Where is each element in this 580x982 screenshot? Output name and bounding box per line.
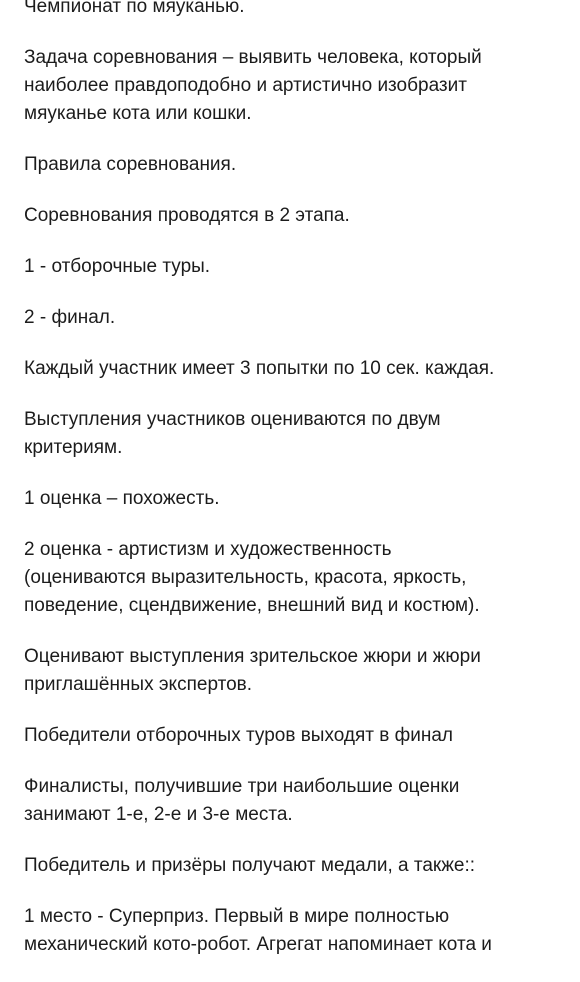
paragraph-medals: Победитель и призёры получают медали, а также:: (24, 855, 476, 876)
paragraph-attempts: Каждый участник имеет 3 попытки по 10 сек. каждая. (24, 358, 495, 379)
paragraph-task: Задача соревнования – выявить человека, который наиболее правдоподобно и артистично изобразит мяуканье кота или кошки. (24, 47, 482, 124)
paragraph-jury: Оценивают выступления зрительское жюри и жюри приглашённых экспертов. (24, 646, 481, 695)
paragraph-title: Чемпионат по мяуканью. (24, 0, 245, 17)
paragraph-final: Победители отборочных туров выходят в финал (24, 725, 454, 746)
paragraph-finalists: Финалисты, получившие три наибольшие оценки занимают 1-е, 2-е и 3-е места. (24, 776, 460, 825)
paragraph-stage-2: 2 - финал. (24, 307, 116, 328)
paragraph-stage-1: 1 - отборочные туры. (24, 256, 211, 277)
paragraph-rules-heading: Правила соревнования. (24, 154, 237, 175)
paragraph-criteria: Выступления участников оцениваются по двум критериям. (24, 409, 441, 458)
paragraph-first-place: 1 место - Суперприз. Первый в мире полностью механический кото-робот. Агрегат напоминает кота и (24, 906, 492, 955)
paragraph-score-1: 1 оценка – похожесть. (24, 488, 220, 509)
paragraph-stages: Соревнования проводятся в 2 этапа. (24, 205, 350, 226)
paragraph-score-2: 2 оценка - артистизм и художественность (оцениваются выразительность, красота, яркость, поведение, сцендвижение, внешний вид и костюм). (24, 539, 480, 616)
document-body (24, 0, 564, 982)
